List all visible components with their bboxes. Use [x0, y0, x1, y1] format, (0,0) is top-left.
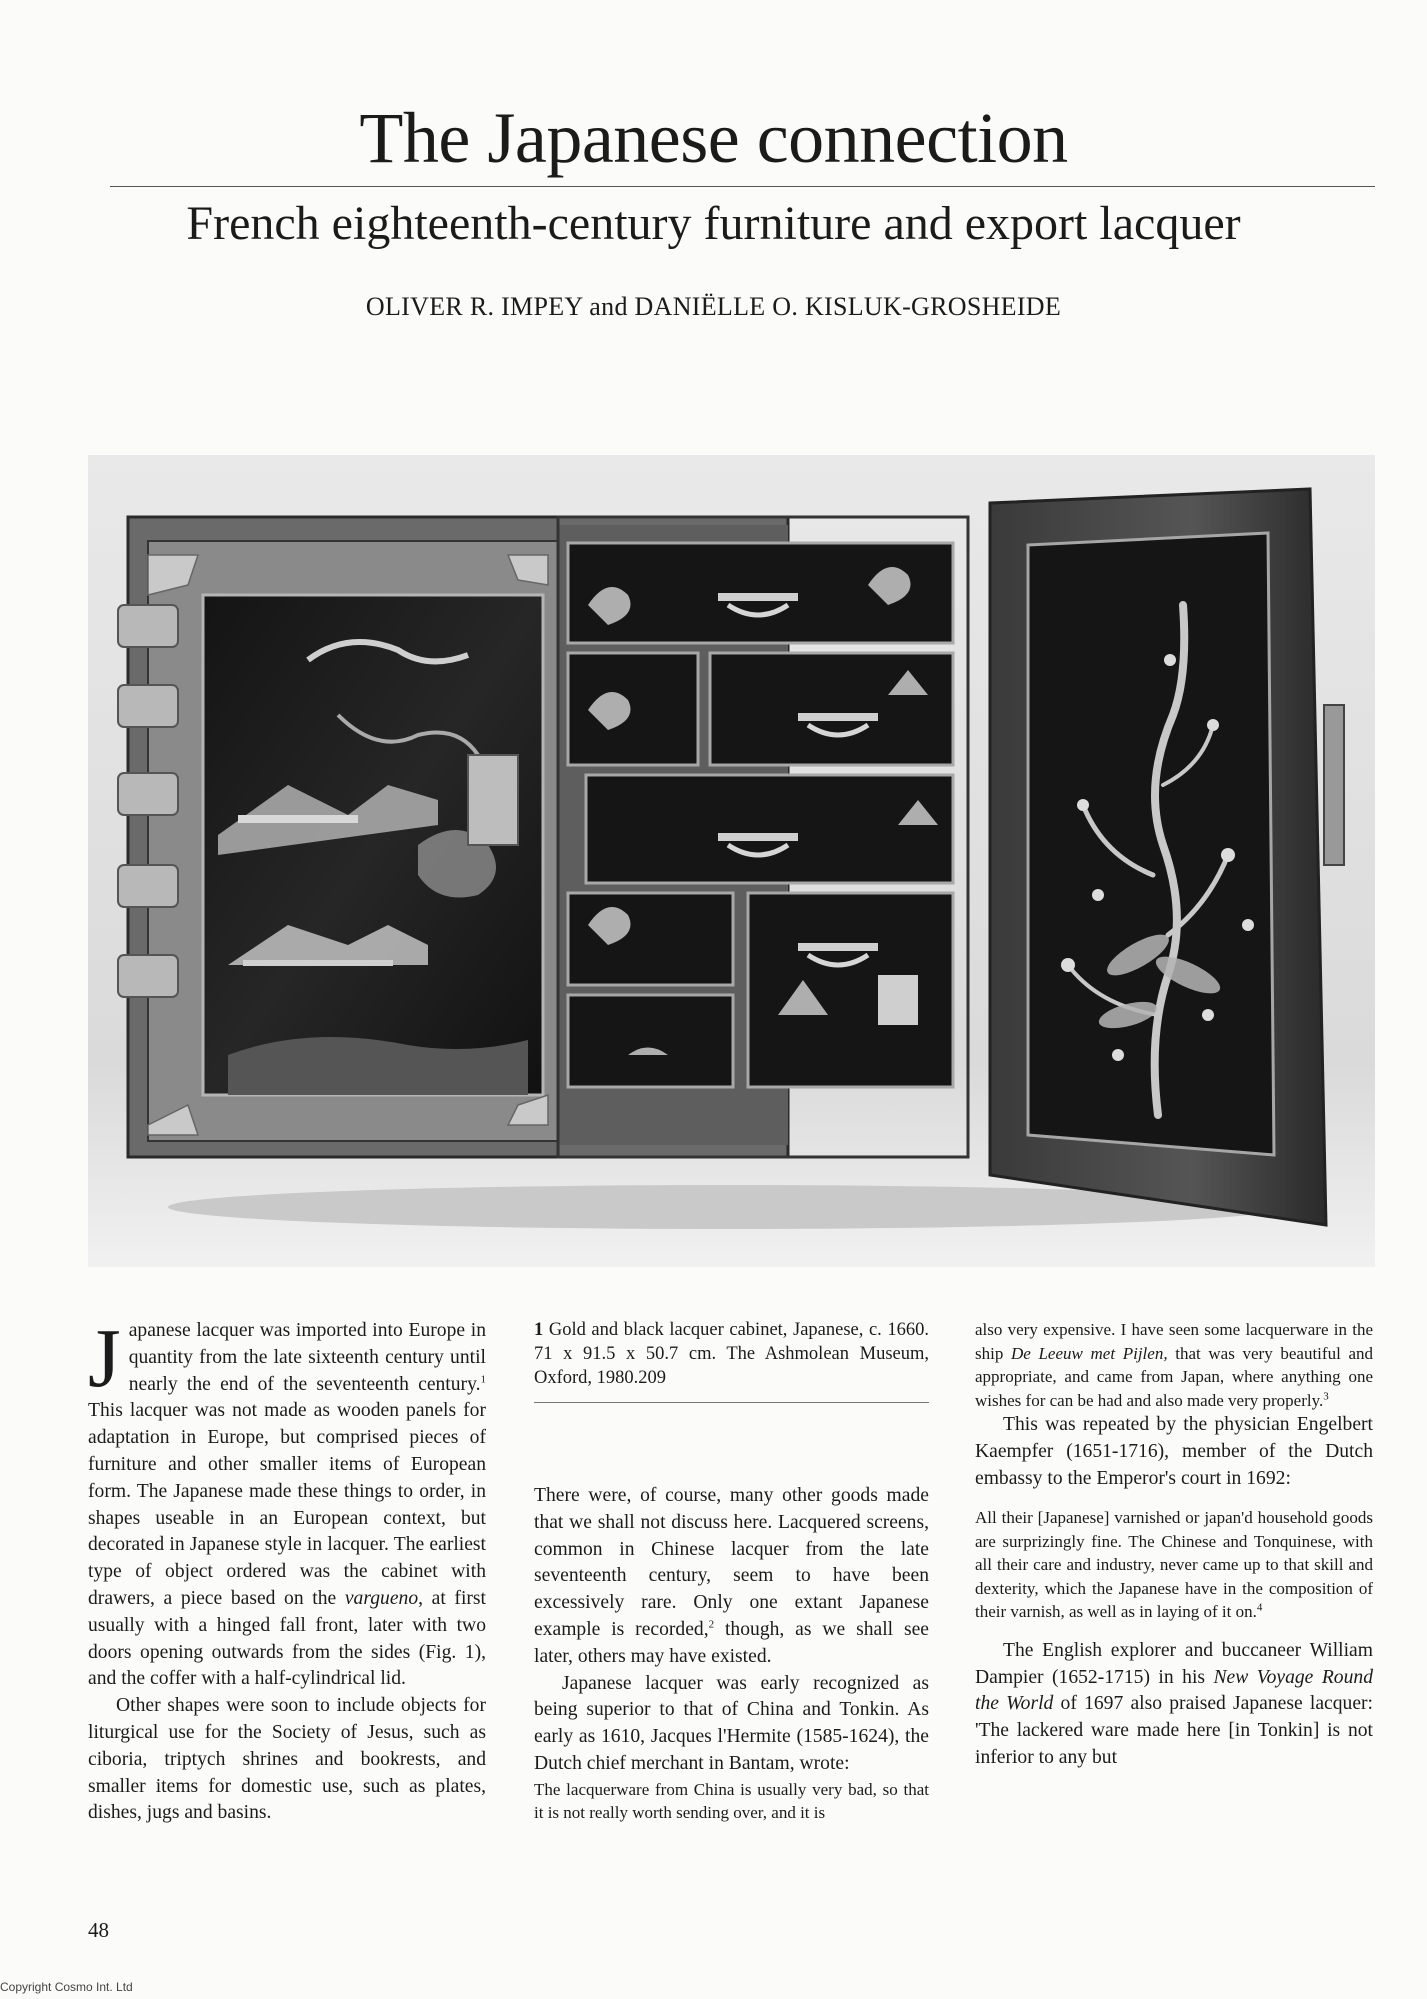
- paragraph: Other shapes were soon to include objects for liturgical use for the Society of Jesus, such as ciboria, triptych shrines and bookrests, and smaller items for domestic use, such as plates, dishes, jugs and basins.: [88, 1695, 486, 1824]
- text-column-1: [88, 1312, 486, 1827]
- text: that was very beautiful and appropriate, and came from Japan, where anything one wishes for can be had and also made very properly.: [975, 1343, 1373, 1410]
- paragraph: Japanese lacquer was early recognized as being superior to that of China and Tonkin. As early as 1610, Jacques l'Hermite (1585-1624), the Dutch chief merchant in Bantam, wrote:: [534, 1672, 929, 1774]
- text: All their [Japanese] varnished or japan'd household goods are surprizingly fine. The Chinese and Tonquinese, with all their care and industry, never came up to that skill and dexterity, which the Japanese have in the composition of their varnish, as well as in laying of it on.: [975, 1508, 1373, 1622]
- article-title: The Japanese connection: [359, 98, 1068, 178]
- copyright-notice: Copyright Cosmo Int. Ltd: [0, 1980, 133, 1994]
- block-quote: [975, 1506, 1373, 1624]
- block-quote: [975, 1318, 1373, 1412]
- figure-number: 1: [534, 1320, 544, 1340]
- footnote-ref: 3: [1323, 1389, 1329, 1402]
- text-column-3: [975, 1318, 1373, 1772]
- term-vargueno: vargueno: [344, 1587, 419, 1609]
- footnote-ref: 2: [708, 1618, 715, 1631]
- drop-cap: J: [88, 1312, 121, 1405]
- text: There were, of course, many other goods made that we shall not discuss here. Lacquered screens, common in Chinese lacquer from the late seventeenth century, seem to have been excessively rare. Only one extant Japanese example is recorded,: [534, 1485, 929, 1640]
- ship-name: De Leeuw met Pijlen,: [1011, 1343, 1168, 1363]
- cabinet-photograph: [88, 455, 1375, 1267]
- title-rule: [110, 186, 1375, 187]
- text-column-2: [534, 1318, 929, 1825]
- figure-caption: [534, 1318, 929, 1403]
- text: of 1697 also praised Japanese lacquer: 'The lackered ware made here [in Tonkin] is not inferior to any but: [975, 1693, 1373, 1769]
- block-quote: The lacquerware from China is usually very bad, so that it is not really worth sending over, and it is: [534, 1779, 929, 1823]
- text: The English explorer and buccaneer William Dampier (1652-1715) in his: [975, 1639, 1373, 1688]
- footnote-ref: 4: [1256, 1601, 1263, 1614]
- text: also very expensive. I have seen some lacquerware in the ship: [975, 1320, 1373, 1363]
- figure-caption-text: Gold and black lacquer cabinet, Japanese, c. 1660. 71 x 91.5 x 50.7 cm. The Ashmolean Museum, Oxford, 1980.209: [534, 1320, 930, 1388]
- text: , at first usually with a hinged fall front, later with two doors opening outwards from the sides (Fig. 1), and the coffer with a half-cylindrical lid.: [88, 1587, 486, 1690]
- text: though, as we shall see later, others may have existed.: [534, 1618, 929, 1667]
- text: apanese lacquer was imported into Europe in quantity from the late sixteenth century until nearly the end of the seventeenth century.: [128, 1320, 486, 1395]
- paragraph: [88, 1312, 486, 1693]
- article-authors: OLIVER R. IMPEY and DANIËLLE O. KISLUK-GROSHEIDE: [365, 292, 1062, 321]
- article-subtitle: French eighteenth-century furniture and export lacquer: [186, 197, 1241, 250]
- text: This lacquer was not made as wooden panels for adaptation in Europe, but comprised pieces of furniture and other smaller items of European form. The Japanese made these things to order, in shapes useable in an European context, but decorated in Japanese style in lacquer. The earliest type of object ordered was the cabinet with drawers, a piece based on the: [88, 1400, 486, 1609]
- footnote-ref: 1: [480, 1373, 486, 1386]
- paragraph: This was repeated by the physician Engelbert Kaempfer (1651-1716), member of the Dutch embassy to the Emperor's court in 1692:: [975, 1414, 1373, 1489]
- book-title: New Voyage Round the World: [975, 1666, 1373, 1715]
- paragraph: [975, 1638, 1373, 1772]
- paragraph: [534, 1483, 929, 1671]
- page-number: 48: [88, 1918, 109, 1942]
